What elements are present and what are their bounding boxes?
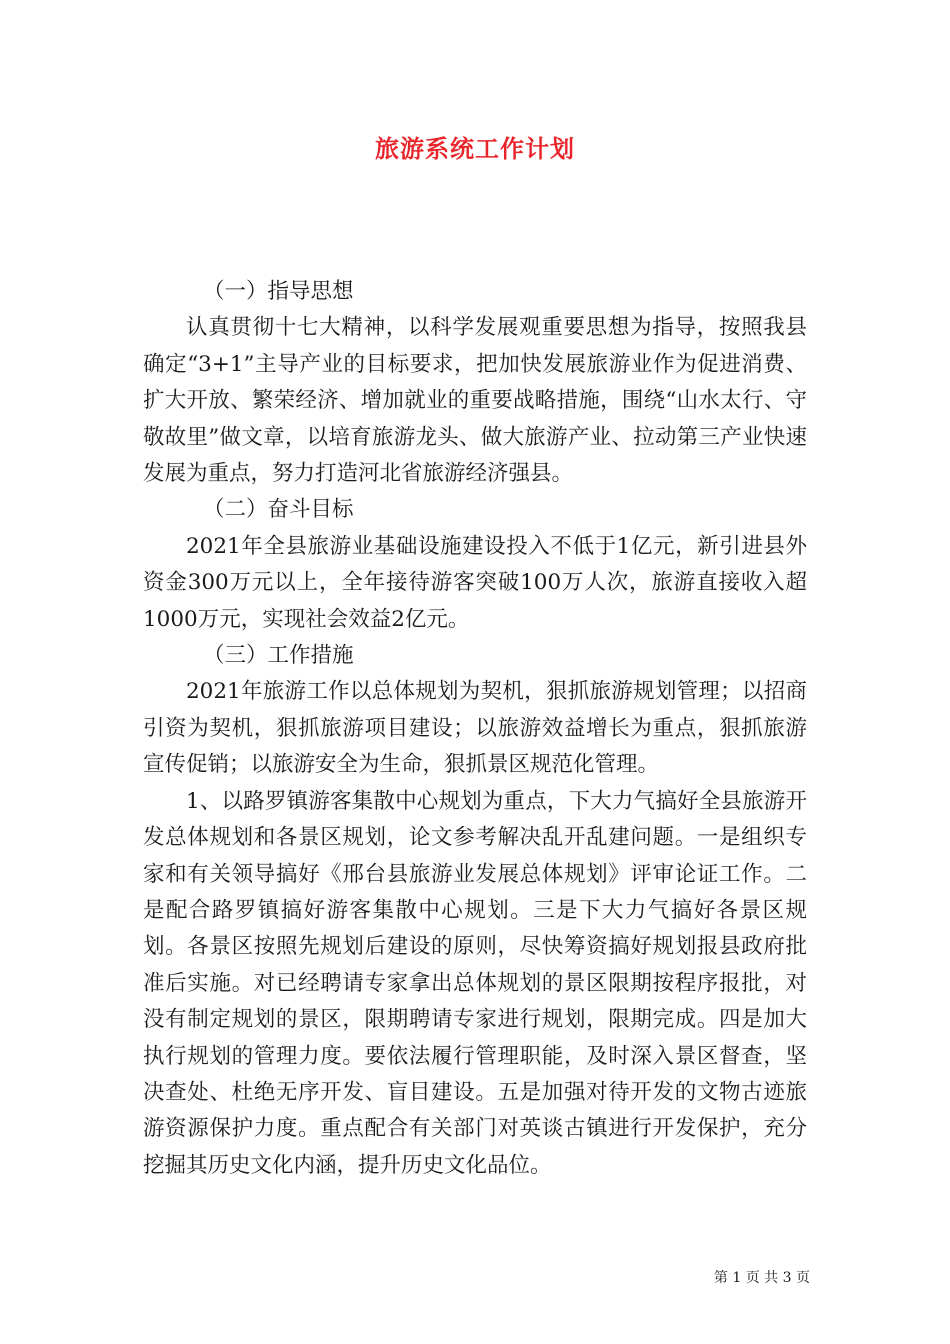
- section-3-paragraph-1: 2021年旅游工作以总体规划为契机，狠抓旅游规划管理；以招商引资为契机，狠抓旅游项目建设；以旅游效益增长为重点，狠抓旅游宣传促销；以旅游安全为生命，狠抓景区规范化管理。: [143, 679, 807, 778]
- section-heading-2: （二）奋斗目标: [203, 497, 354, 523]
- section-heading-3: （三）工作措施: [203, 643, 354, 669]
- section-heading-1: （一）指导思想: [203, 279, 354, 304]
- document-title: 旅游系统工作计划: [375, 134, 575, 163]
- section-1-paragraph-1: 认真贯彻十七大精神，以科学发展观重要思想为指导，按照我县确定“3+1”主导产业的目标要求，把加快发展旅游业作为促进消费、扩大开放、繁荣经济、增加就业的重要战略措施，围绕“山水太行、守敬故里”做文章，以培育旅游龙头、做大旅游产业、拉动第三产业快速发展为重点，努力打造河北省旅游经济强县。: [143, 315, 807, 487]
- document-body: [143, 274, 807, 1184]
- page-number-footer: 第 1 页 共 3 页: [713, 1270, 810, 1286]
- section-2-paragraph-1: 2021年全县旅游业基础设施建设投入不低于1亿元，新引进县外资金300万元以上，全年接待游客突破100万人次，旅游直接收入超1000万元，实现社会效益2亿元。: [143, 533, 807, 632]
- section-3-paragraph-2: 1、以路罗镇游客集散中心规划为重点，下大力气搞好全县旅游开发总体规划和各景区规划，论文参考解决乱开乱建问题。一是组织专家和有关领导搞好《邢台县旅游业发展总体规划》评审论证工作。二是配合路罗镇搞好游客集散中心规划。三是下大力气搞好各景区规划。各景区按照先规划后建设的原则，尽快筹资搞好规划报县政府批准后实施。对已经聘请专家拿出总体规划的景区限期按程序报批，对没有制定规划的景区，限期聘请专家进行规划，限期完成。四是加大执行规划的管理力度。要依法履行管理职能，及时深入景区督查，坚决查处、杜绝无序开发、盲目建设。五是加强对待开发的文物古迹旅游资源保护力度。重点配合有关部门对英谈古镇进行开发保护，充分挖掘其历史文化内涵，提升历史文化品位。: [143, 788, 807, 1178]
